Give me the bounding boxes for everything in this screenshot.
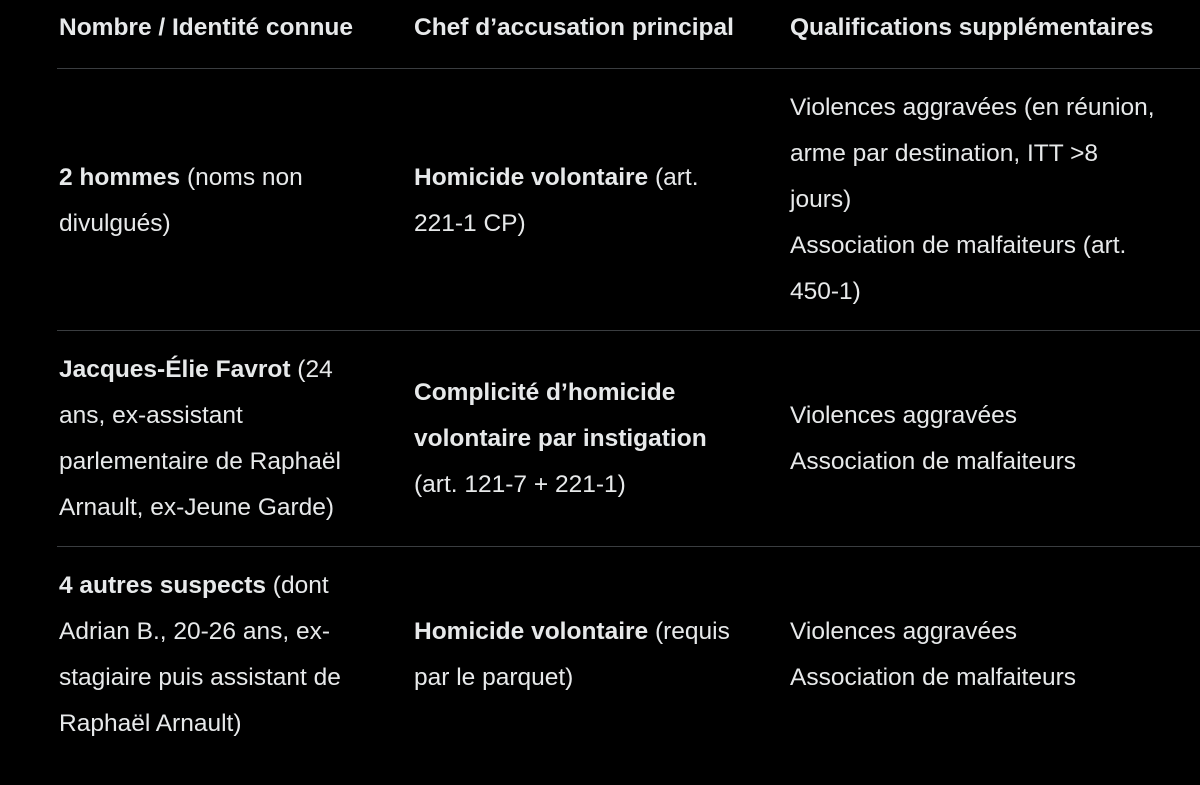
qualifications-cell [790, 393, 1200, 485]
identity-detail: (noms non [180, 164, 303, 191]
charge-line [414, 609, 774, 655]
qualification-line: Violences aggravées [790, 618, 1018, 645]
charge-line: 221-1 CP) [414, 210, 526, 237]
identity-line: Adrian B., 20-26 ans, ex- [59, 618, 331, 645]
identity-line: Arnault, ex-Jeune Garde) [59, 494, 335, 521]
header-divider [57, 68, 1200, 69]
identity-name: Jacques-Élie Favrot [59, 356, 291, 383]
table-header-row [0, 0, 1200, 69]
charge-name: Homicide volontaire [414, 618, 649, 645]
identity-line [59, 347, 389, 393]
identity-line: divulgués) [59, 210, 171, 237]
charge-detail: (requis [648, 618, 730, 645]
qualification-line: arme par destination, ITT >8 [790, 140, 1098, 167]
identity-detail: (24 [290, 356, 333, 383]
charge-line [414, 155, 774, 201]
charge-line: (art. 121-7 + 221-1) [414, 471, 626, 498]
header-identity: Nombre / Identité connue [59, 14, 354, 41]
charge-line: Complicité d’homicide [414, 379, 676, 406]
identity-line: Raphaël Arnault) [59, 710, 242, 737]
identity-detail: (dont [266, 572, 329, 599]
charge-detail: (art. [648, 164, 699, 191]
header-additional-qualifications: Qualifications supplémentaires [790, 14, 1154, 41]
qualification-line: Association de malfaiteurs [790, 448, 1076, 475]
identity-name: 2 hommes [59, 164, 181, 191]
identity-line: parlementaire de Raphaël [59, 448, 341, 475]
identity-cell [59, 563, 389, 747]
identity-line [59, 563, 389, 609]
row-divider [57, 330, 1200, 331]
charge-name: Homicide volontaire [414, 164, 649, 191]
qualifications-cell [790, 609, 1200, 701]
qualification-line: Association de malfaiteurs [790, 664, 1076, 691]
charge-line: par le parquet) [414, 664, 574, 691]
qualification-line: Association de malfaiteurs (art. [790, 232, 1127, 259]
charge-line: volontaire par instigation [414, 425, 707, 452]
identity-line: stagiaire puis assistant de [59, 664, 341, 691]
identity-line: ans, ex-assistant [59, 402, 243, 429]
charge-cell [414, 609, 774, 701]
qualification-line: Violences aggravées (en réunion, [790, 94, 1155, 121]
row-divider [57, 546, 1200, 547]
identity-line [59, 155, 389, 201]
qualification-line: jours) [790, 186, 852, 213]
qualification-line: 450-1) [790, 278, 861, 305]
header-main-charge: Chef d’accusation principal [414, 14, 734, 41]
qualification-line: Violences aggravées [790, 402, 1018, 429]
charge-cell [414, 370, 774, 508]
identity-name: 4 autres suspects [59, 572, 266, 599]
charge-cell [414, 155, 774, 247]
qualifications-cell [790, 85, 1200, 315]
identity-cell [59, 155, 389, 247]
identity-cell [59, 347, 389, 531]
